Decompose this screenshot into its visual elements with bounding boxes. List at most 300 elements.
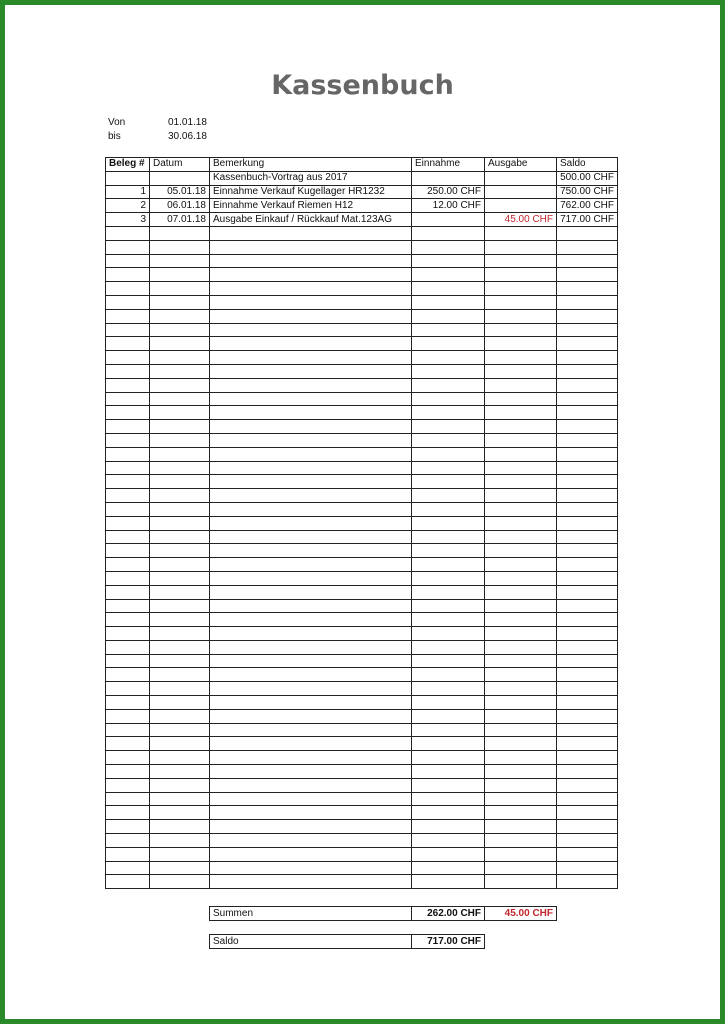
cell-ausgabe[interactable] — [485, 806, 557, 820]
cell-einnahme[interactable] — [412, 544, 485, 558]
cell-saldo[interactable] — [557, 723, 618, 737]
cell-einnahme[interactable] — [412, 364, 485, 378]
cell-einnahme[interactable] — [412, 351, 485, 365]
cell-saldo[interactable] — [557, 765, 618, 779]
table-row-empty[interactable] — [106, 530, 618, 544]
cell-saldo[interactable] — [557, 558, 618, 572]
cell-ausgabe[interactable] — [485, 295, 557, 309]
cell-ausgabe[interactable] — [485, 337, 557, 351]
cell-bemerkung[interactable] — [210, 489, 412, 503]
table-row-empty[interactable] — [106, 351, 618, 365]
cell-bemerkung[interactable] — [210, 447, 412, 461]
cell-bemerkung[interactable] — [210, 640, 412, 654]
cell-einnahme[interactable] — [412, 378, 485, 392]
cell-datum[interactable] — [150, 461, 210, 475]
cell-bemerkung[interactable] — [210, 654, 412, 668]
cell-einnahme[interactable] — [412, 171, 485, 185]
cell-beleg[interactable] — [106, 295, 150, 309]
cell-einnahme[interactable] — [412, 723, 485, 737]
cell-einnahme[interactable] — [412, 516, 485, 530]
cell-bemerkung[interactable] — [210, 461, 412, 475]
cell-beleg[interactable] — [106, 337, 150, 351]
cell-bemerkung[interactable] — [210, 875, 412, 889]
cell-saldo[interactable] — [557, 585, 618, 599]
cell-beleg[interactable] — [106, 392, 150, 406]
cell-saldo[interactable] — [557, 406, 618, 420]
cell-ausgabe[interactable] — [485, 640, 557, 654]
cell-beleg[interactable] — [106, 378, 150, 392]
cell-einnahme[interactable] — [412, 613, 485, 627]
cell-ausgabe[interactable] — [485, 475, 557, 489]
cell-ausgabe[interactable] — [485, 461, 557, 475]
cell-bemerkung[interactable] — [210, 530, 412, 544]
cell-einnahme[interactable] — [412, 213, 485, 227]
cell-bemerkung[interactable] — [210, 392, 412, 406]
cell-saldo[interactable] — [557, 778, 618, 792]
cell-ausgabe[interactable] — [485, 737, 557, 751]
cell-datum[interactable] — [150, 226, 210, 240]
cell-saldo[interactable] — [557, 516, 618, 530]
cell-bemerkung[interactable] — [210, 682, 412, 696]
cell-beleg[interactable] — [106, 834, 150, 848]
cell-einnahme[interactable] — [412, 420, 485, 434]
cell-bemerkung[interactable] — [210, 364, 412, 378]
cell-ausgabe[interactable] — [485, 378, 557, 392]
cell-ausgabe[interactable] — [485, 489, 557, 503]
cell-bemerkung[interactable] — [210, 420, 412, 434]
cell-bemerkung[interactable] — [210, 337, 412, 351]
cell-datum[interactable] — [150, 254, 210, 268]
table-row-empty[interactable] — [106, 599, 618, 613]
cell-einnahme[interactable] — [412, 530, 485, 544]
cell-bemerkung[interactable] — [210, 613, 412, 627]
cell-bemerkung[interactable] — [210, 627, 412, 641]
cell-datum[interactable] — [150, 295, 210, 309]
cell-datum[interactable] — [150, 489, 210, 503]
cell-beleg[interactable]: 2 — [106, 199, 150, 213]
cell-bemerkung[interactable] — [210, 502, 412, 516]
cell-bemerkung[interactable] — [210, 295, 412, 309]
table-row[interactable] — [106, 185, 618, 199]
cell-bemerkung[interactable] — [210, 806, 412, 820]
cell-ausgabe[interactable] — [485, 268, 557, 282]
cell-einnahme[interactable] — [412, 875, 485, 889]
cell-beleg[interactable] — [106, 323, 150, 337]
cell-beleg[interactable] — [106, 254, 150, 268]
cell-beleg[interactable] — [106, 544, 150, 558]
cell-bemerkung[interactable] — [210, 765, 412, 779]
cell-saldo[interactable] — [557, 433, 618, 447]
table-row-empty[interactable] — [106, 585, 618, 599]
cell-saldo[interactable] — [557, 268, 618, 282]
table-row-empty[interactable] — [106, 295, 618, 309]
table-row-empty[interactable] — [106, 364, 618, 378]
table-row[interactable] — [106, 199, 618, 213]
cell-saldo[interactable]: 750.00 CHF — [557, 185, 618, 199]
cell-beleg[interactable] — [106, 696, 150, 710]
cell-datum[interactable] — [150, 558, 210, 572]
table-row-empty[interactable] — [106, 640, 618, 654]
table-row-empty[interactable] — [106, 309, 618, 323]
cell-saldo[interactable] — [557, 378, 618, 392]
table-row-empty[interactable] — [106, 613, 618, 627]
table-row-empty[interactable] — [106, 378, 618, 392]
cell-beleg[interactable] — [106, 640, 150, 654]
cell-saldo[interactable] — [557, 654, 618, 668]
table-row-empty[interactable] — [106, 461, 618, 475]
table-row-empty[interactable] — [106, 737, 618, 751]
cell-bemerkung[interactable] — [210, 861, 412, 875]
cell-bemerkung[interactable] — [210, 778, 412, 792]
cell-datum[interactable] — [150, 406, 210, 420]
cell-saldo[interactable] — [557, 351, 618, 365]
cell-beleg[interactable] — [106, 599, 150, 613]
cell-einnahme[interactable] — [412, 392, 485, 406]
cell-beleg[interactable] — [106, 847, 150, 861]
table-row-empty[interactable] — [106, 778, 618, 792]
table-row-empty[interactable] — [106, 847, 618, 861]
cell-beleg[interactable] — [106, 558, 150, 572]
cell-bemerkung[interactable] — [210, 599, 412, 613]
table-row-empty[interactable] — [106, 392, 618, 406]
cell-einnahme[interactable] — [412, 834, 485, 848]
cell-bemerkung[interactable] — [210, 696, 412, 710]
cell-ausgabe[interactable] — [485, 199, 557, 213]
cell-einnahme[interactable] — [412, 433, 485, 447]
cell-saldo[interactable] — [557, 696, 618, 710]
cell-ausgabe[interactable] — [485, 420, 557, 434]
cell-ausgabe[interactable] — [485, 571, 557, 585]
cell-einnahme[interactable] — [412, 323, 485, 337]
cell-beleg[interactable] — [106, 571, 150, 585]
cell-ausgabe[interactable] — [485, 820, 557, 834]
cell-datum[interactable] — [150, 530, 210, 544]
cell-saldo[interactable] — [557, 282, 618, 296]
cell-datum[interactable] — [150, 309, 210, 323]
cell-datum[interactable] — [150, 792, 210, 806]
cell-einnahme[interactable] — [412, 778, 485, 792]
table-row-empty[interactable] — [106, 240, 618, 254]
cell-bemerkung[interactable] — [210, 544, 412, 558]
cell-einnahme[interactable] — [412, 282, 485, 296]
cell-einnahme[interactable] — [412, 792, 485, 806]
cell-bemerkung[interactable]: Einnahme Verkauf Kugellager HR1232 — [210, 185, 412, 199]
cell-beleg[interactable] — [106, 516, 150, 530]
cell-ausgabe[interactable] — [485, 613, 557, 627]
cell-einnahme[interactable] — [412, 406, 485, 420]
cell-saldo[interactable] — [557, 447, 618, 461]
cell-beleg[interactable] — [106, 268, 150, 282]
cell-ausgabe[interactable] — [485, 516, 557, 530]
cell-datum[interactable] — [150, 613, 210, 627]
cell-beleg[interactable] — [106, 820, 150, 834]
cell-datum[interactable] — [150, 268, 210, 282]
cell-datum[interactable] — [150, 834, 210, 848]
table-row-empty[interactable] — [106, 627, 618, 641]
cell-ausgabe[interactable] — [485, 544, 557, 558]
cell-datum[interactable] — [150, 847, 210, 861]
cell-bemerkung[interactable] — [210, 475, 412, 489]
cell-saldo[interactable] — [557, 709, 618, 723]
cell-saldo[interactable] — [557, 475, 618, 489]
cell-ausgabe[interactable] — [485, 861, 557, 875]
cell-datum[interactable] — [150, 585, 210, 599]
cell-beleg[interactable] — [106, 861, 150, 875]
cell-datum[interactable] — [150, 351, 210, 365]
cell-einnahme[interactable] — [412, 627, 485, 641]
cell-datum[interactable] — [150, 475, 210, 489]
cell-einnahme[interactable] — [412, 226, 485, 240]
cell-beleg[interactable] — [106, 668, 150, 682]
cell-saldo[interactable] — [557, 627, 618, 641]
cell-datum[interactable] — [150, 751, 210, 765]
table-row-empty[interactable] — [106, 406, 618, 420]
table-row-empty[interactable] — [106, 709, 618, 723]
cell-saldo[interactable] — [557, 337, 618, 351]
cell-ausgabe[interactable] — [485, 447, 557, 461]
cell-ausgabe[interactable] — [485, 323, 557, 337]
cell-ausgabe[interactable] — [485, 709, 557, 723]
cell-ausgabe[interactable] — [485, 351, 557, 365]
cell-ausgabe[interactable] — [485, 654, 557, 668]
cell-ausgabe[interactable] — [485, 599, 557, 613]
cell-ausgabe[interactable] — [485, 254, 557, 268]
table-row-empty[interactable] — [106, 654, 618, 668]
cell-datum[interactable] — [150, 696, 210, 710]
cell-beleg[interactable] — [106, 502, 150, 516]
cell-bemerkung[interactable] — [210, 433, 412, 447]
cell-saldo[interactable] — [557, 613, 618, 627]
cell-ausgabe[interactable] — [485, 847, 557, 861]
cell-beleg[interactable] — [106, 475, 150, 489]
cell-datum[interactable] — [150, 420, 210, 434]
cell-bemerkung[interactable] — [210, 723, 412, 737]
cell-beleg[interactable] — [106, 723, 150, 737]
cell-bemerkung[interactable] — [210, 820, 412, 834]
table-row-empty[interactable] — [106, 337, 618, 351]
cell-saldo[interactable] — [557, 806, 618, 820]
cell-ausgabe[interactable] — [485, 585, 557, 599]
cell-saldo[interactable] — [557, 323, 618, 337]
cell-bemerkung[interactable] — [210, 834, 412, 848]
cell-einnahme[interactable] — [412, 337, 485, 351]
table-row-empty[interactable] — [106, 475, 618, 489]
table-row-empty[interactable] — [106, 502, 618, 516]
cell-datum[interactable] — [150, 447, 210, 461]
cell-beleg[interactable] — [106, 351, 150, 365]
cell-datum[interactable] — [150, 709, 210, 723]
cell-ausgabe[interactable] — [485, 185, 557, 199]
table-row-empty[interactable] — [106, 682, 618, 696]
cell-saldo[interactable] — [557, 792, 618, 806]
table-row-empty[interactable] — [106, 875, 618, 889]
cell-beleg[interactable] — [106, 461, 150, 475]
cell-bemerkung[interactable] — [210, 406, 412, 420]
table-row-empty[interactable] — [106, 282, 618, 296]
table-row-empty[interactable] — [106, 226, 618, 240]
cell-ausgabe[interactable] — [485, 406, 557, 420]
cell-bemerkung[interactable] — [210, 709, 412, 723]
cell-einnahme[interactable] — [412, 295, 485, 309]
cell-bemerkung[interactable] — [210, 282, 412, 296]
cell-saldo[interactable] — [557, 668, 618, 682]
cell-einnahme[interactable] — [412, 682, 485, 696]
cell-bemerkung[interactable] — [210, 737, 412, 751]
cell-beleg[interactable] — [106, 709, 150, 723]
cell-beleg[interactable] — [106, 226, 150, 240]
cell-einnahme[interactable] — [412, 489, 485, 503]
cell-saldo[interactable] — [557, 599, 618, 613]
cell-bemerkung[interactable] — [210, 571, 412, 585]
cell-datum[interactable] — [150, 502, 210, 516]
cell-ausgabe[interactable] — [485, 751, 557, 765]
cell-datum[interactable] — [150, 337, 210, 351]
cell-beleg[interactable] — [106, 282, 150, 296]
cell-ausgabe[interactable] — [485, 240, 557, 254]
cell-bemerkung[interactable] — [210, 558, 412, 572]
cell-datum[interactable] — [150, 433, 210, 447]
cell-beleg[interactable] — [106, 613, 150, 627]
cell-einnahme[interactable] — [412, 558, 485, 572]
cell-ausgabe[interactable] — [485, 792, 557, 806]
cell-saldo[interactable] — [557, 751, 618, 765]
cell-saldo[interactable] — [557, 875, 618, 889]
cell-datum[interactable] — [150, 571, 210, 585]
cell-ausgabe[interactable] — [485, 875, 557, 889]
cell-beleg[interactable] — [106, 751, 150, 765]
cell-beleg[interactable] — [106, 806, 150, 820]
cell-ausgabe[interactable] — [485, 696, 557, 710]
cell-beleg[interactable] — [106, 654, 150, 668]
cell-einnahme[interactable] — [412, 571, 485, 585]
cell-einnahme[interactable] — [412, 820, 485, 834]
cell-datum[interactable] — [150, 737, 210, 751]
cell-saldo[interactable] — [557, 420, 618, 434]
cell-saldo[interactable] — [557, 254, 618, 268]
cell-saldo[interactable] — [557, 834, 618, 848]
table-row-empty[interactable] — [106, 668, 618, 682]
table-row-empty[interactable] — [106, 516, 618, 530]
cell-bemerkung[interactable] — [210, 751, 412, 765]
table-row-empty[interactable] — [106, 751, 618, 765]
cell-saldo[interactable] — [557, 240, 618, 254]
cell-beleg[interactable] — [106, 433, 150, 447]
table-row-empty[interactable] — [106, 433, 618, 447]
cell-datum[interactable] — [150, 544, 210, 558]
cell-datum[interactable] — [150, 654, 210, 668]
cell-datum[interactable] — [150, 682, 210, 696]
cell-beleg[interactable] — [106, 447, 150, 461]
cell-beleg[interactable] — [106, 364, 150, 378]
cell-ausgabe[interactable] — [485, 392, 557, 406]
cell-datum[interactable] — [150, 668, 210, 682]
cell-ausgabe[interactable] — [485, 627, 557, 641]
cell-saldo[interactable] — [557, 295, 618, 309]
cell-einnahme[interactable] — [412, 654, 485, 668]
cell-einnahme[interactable] — [412, 502, 485, 516]
cell-einnahme[interactable] — [412, 765, 485, 779]
cell-bemerkung[interactable] — [210, 668, 412, 682]
cell-einnahme[interactable] — [412, 254, 485, 268]
cell-einnahme[interactable] — [412, 240, 485, 254]
table-row-empty[interactable] — [106, 765, 618, 779]
cell-beleg[interactable] — [106, 420, 150, 434]
cell-datum[interactable] — [150, 820, 210, 834]
table-row-empty[interactable] — [106, 254, 618, 268]
cell-beleg[interactable] — [106, 240, 150, 254]
cell-datum[interactable]: 07.01.18 — [150, 213, 210, 227]
cell-ausgabe[interactable] — [485, 558, 557, 572]
cell-einnahme[interactable]: 12.00 CHF — [412, 199, 485, 213]
cell-beleg[interactable] — [106, 765, 150, 779]
cell-saldo[interactable] — [557, 502, 618, 516]
cell-bemerkung[interactable] — [210, 240, 412, 254]
cell-datum[interactable]: 05.01.18 — [150, 185, 210, 199]
table-row[interactable] — [106, 171, 618, 185]
cell-einnahme[interactable] — [412, 847, 485, 861]
cell-ausgabe[interactable] — [485, 723, 557, 737]
cell-bemerkung[interactable] — [210, 351, 412, 365]
cell-beleg[interactable] — [106, 530, 150, 544]
cell-beleg[interactable] — [106, 406, 150, 420]
cell-saldo[interactable] — [557, 571, 618, 585]
cell-einnahme[interactable] — [412, 268, 485, 282]
cell-beleg[interactable] — [106, 171, 150, 185]
cell-bemerkung[interactable]: Kassenbuch-Vortrag aus 2017 — [210, 171, 412, 185]
cell-datum[interactable] — [150, 323, 210, 337]
cell-saldo[interactable] — [557, 364, 618, 378]
cell-saldo[interactable] — [557, 640, 618, 654]
table-row-empty[interactable] — [106, 447, 618, 461]
cell-einnahme[interactable] — [412, 585, 485, 599]
cell-datum[interactable] — [150, 516, 210, 530]
cell-datum[interactable] — [150, 392, 210, 406]
cell-beleg[interactable] — [106, 585, 150, 599]
cell-saldo[interactable] — [557, 737, 618, 751]
cell-datum[interactable] — [150, 282, 210, 296]
cell-einnahme[interactable] — [412, 461, 485, 475]
cell-ausgabe[interactable] — [485, 778, 557, 792]
cell-beleg[interactable] — [106, 737, 150, 751]
cell-datum[interactable] — [150, 599, 210, 613]
cell-ausgabe[interactable] — [485, 765, 557, 779]
cell-beleg[interactable] — [106, 489, 150, 503]
cell-einnahme[interactable] — [412, 599, 485, 613]
cell-datum[interactable] — [150, 778, 210, 792]
cell-ausgabe[interactable] — [485, 668, 557, 682]
table-row-empty[interactable] — [106, 820, 618, 834]
cell-datum[interactable] — [150, 364, 210, 378]
cell-saldo[interactable] — [557, 309, 618, 323]
table-row-empty[interactable] — [106, 861, 618, 875]
cell-saldo[interactable] — [557, 226, 618, 240]
cell-beleg[interactable] — [106, 792, 150, 806]
table-row-empty[interactable] — [106, 696, 618, 710]
cell-einnahme[interactable]: 250.00 CHF — [412, 185, 485, 199]
cell-bemerkung[interactable] — [210, 847, 412, 861]
cell-bemerkung[interactable]: Ausgabe Einkauf / Rückkauf Mat.123AG — [210, 213, 412, 227]
cell-beleg[interactable] — [106, 309, 150, 323]
cell-ausgabe[interactable] — [485, 282, 557, 296]
cell-ausgabe[interactable] — [485, 226, 557, 240]
cell-einnahme[interactable] — [412, 737, 485, 751]
cell-bemerkung[interactable] — [210, 226, 412, 240]
cell-datum[interactable] — [150, 875, 210, 889]
cell-datum[interactable] — [150, 378, 210, 392]
cell-datum[interactable] — [150, 723, 210, 737]
cell-ausgabe[interactable] — [485, 309, 557, 323]
cell-ausgabe[interactable] — [485, 682, 557, 696]
